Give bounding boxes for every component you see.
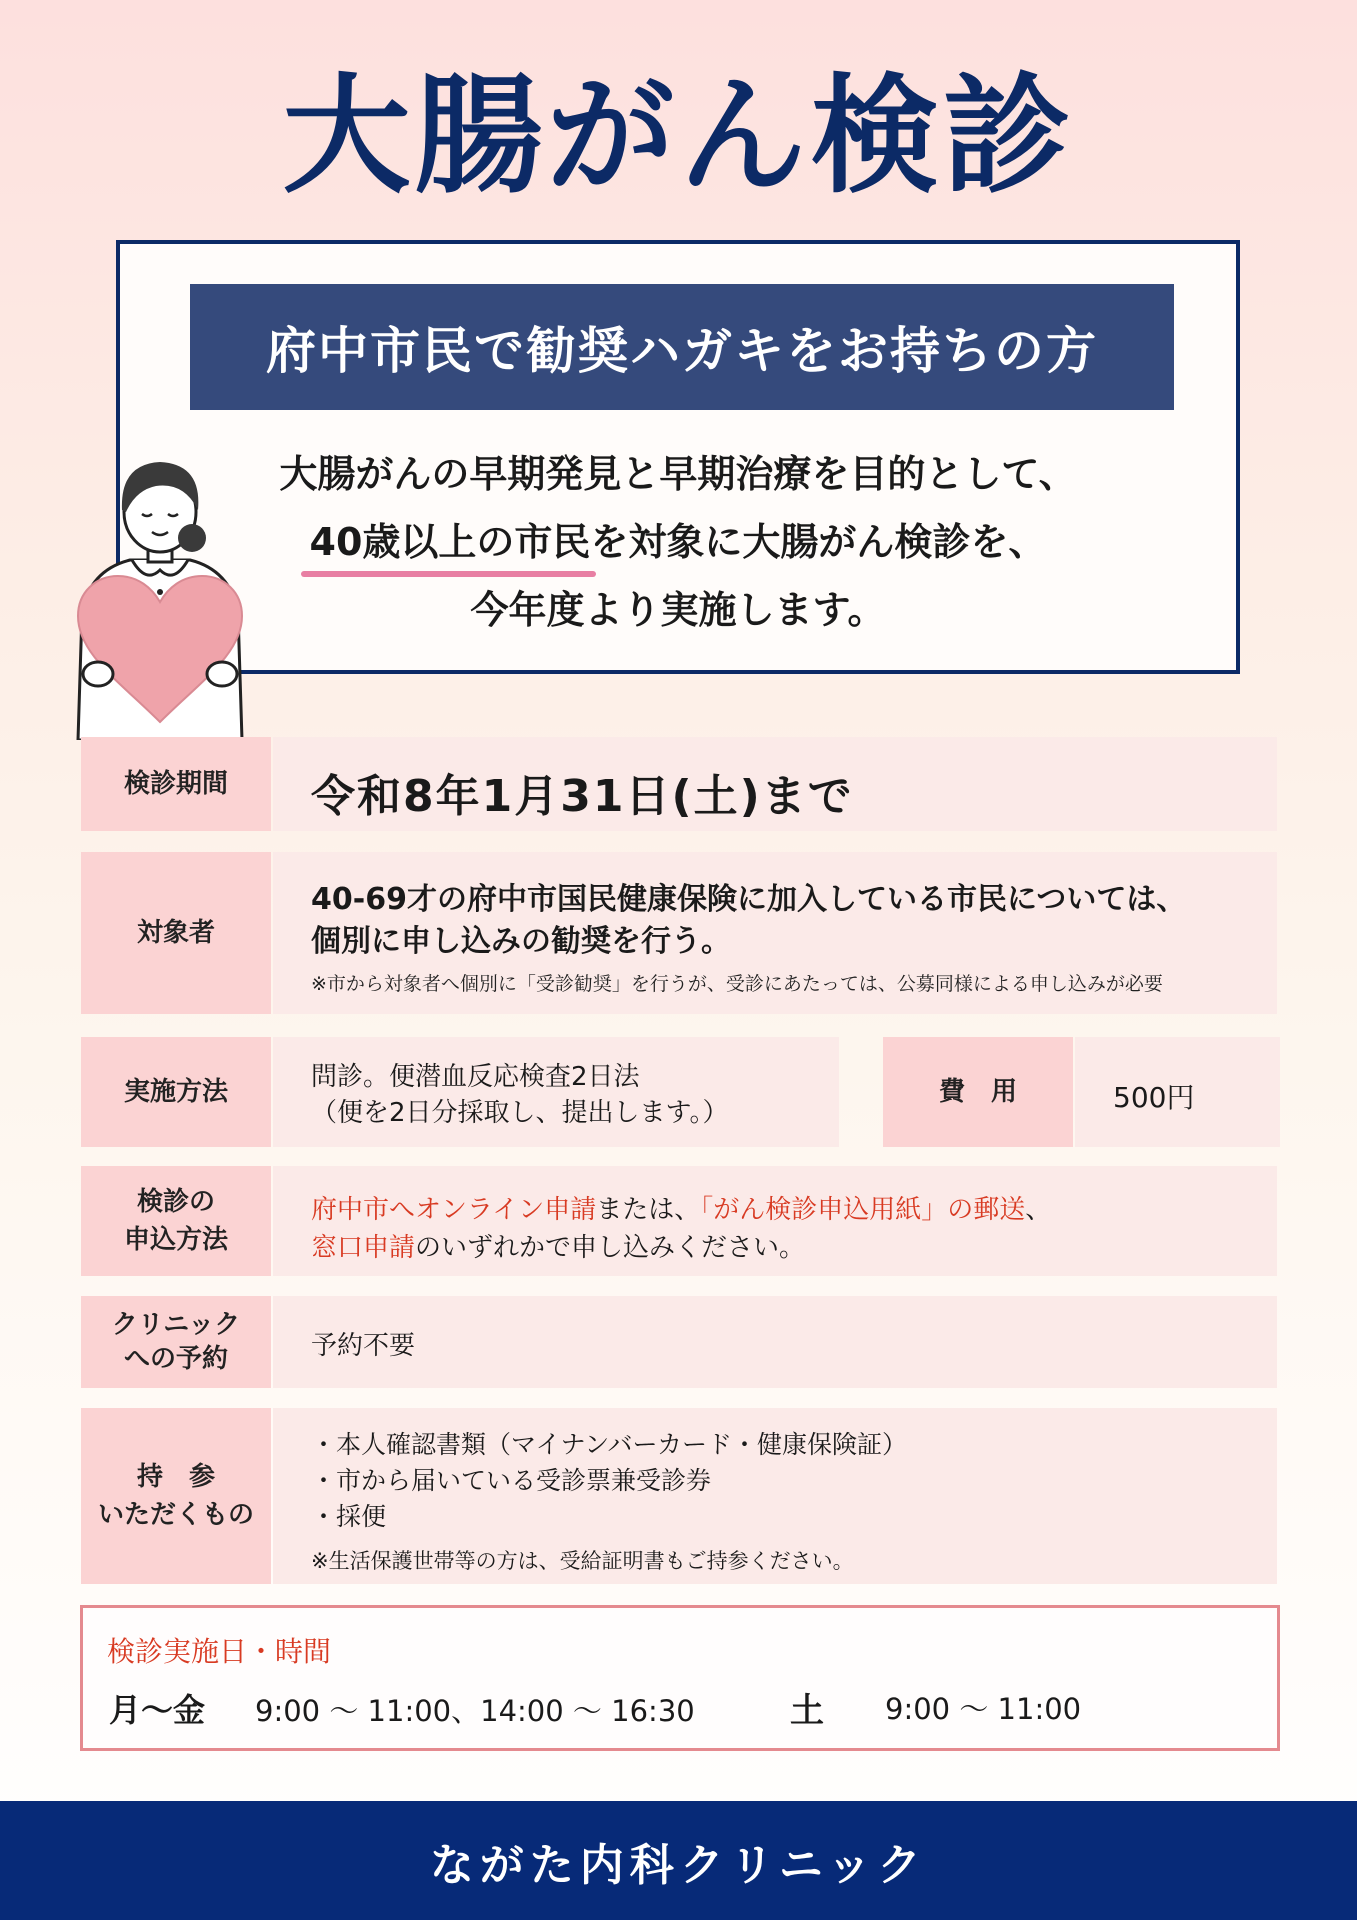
intro-line-2: 40歳以上の市民を対象に大腸がん検診を、 — [309, 520, 1047, 564]
bring-label-line-2: いただくもの — [97, 1500, 254, 1530]
period-label: 検診期間 — [81, 737, 271, 831]
bring-item-3: ・採便 — [311, 1502, 387, 1531]
footer-clinic-name: ながた内科クリニック — [0, 1801, 1357, 1920]
reservation-value: 予約不要 — [311, 1331, 416, 1361]
page-title: 大腸がん検診 — [282, 62, 1075, 211]
bring-label-line-1: 持 参 — [136, 1462, 215, 1492]
apply-label — [81, 1166, 271, 1276]
apply-comma: 、 — [1025, 1195, 1052, 1225]
apply-mail: 「がん検診申込用紙」の郵送 — [700, 1195, 1026, 1225]
period-value: 令和8年1月31日(土)まで — [311, 771, 854, 822]
weekday-label: 月～金 — [109, 1691, 206, 1729]
bring-label — [81, 1408, 271, 1584]
apply-or: または、 — [596, 1195, 701, 1225]
apply-line-1 — [311, 1189, 1051, 1226]
fee-value: 500円 — [1113, 1081, 1195, 1114]
bring-item-2: ・市から届いている受診票兼受診券 — [311, 1466, 712, 1495]
target-note: ※市から対象者へ個別に「受診勧奨」を行うが、受診にあたっては、公募同様による申し込みが必要 — [311, 973, 1163, 995]
apply-label-line-1: 検診の — [136, 1187, 215, 1217]
audience-banner: 府中市民で勧奨ハガキをお持ちの方 — [190, 284, 1174, 410]
reservation-label-line-1: クリニック — [111, 1310, 241, 1340]
target-label: 対象者 — [81, 852, 271, 1014]
method-line-2: （便を2日分採取し、提出します。） — [311, 1098, 729, 1128]
apply-line-2 — [311, 1227, 805, 1264]
saturday-times: 9:00 ～ 11:00 — [885, 1692, 1082, 1726]
bring-note: ※生活保護世帯等の方は、受給証明書もご持参ください。 — [311, 1549, 854, 1573]
bring-item-1: ・本人確認書類（マイナンバーカード・健康保険証） — [311, 1430, 908, 1459]
apply-tail: のいずれかで申し込みください。 — [415, 1233, 806, 1263]
apply-online: 府中市へオンライン申請 — [311, 1195, 597, 1225]
highlight-underline — [301, 571, 596, 577]
target-line-2: 個別に申し込みの勧奨を行う。 — [311, 924, 731, 959]
target-line-1: 40-69才の府中市国民健康保険に加入している市民については、 — [311, 882, 1187, 917]
apply-label-line-2: 申込方法 — [123, 1225, 228, 1255]
schedule-heading: 検診実施日・時間 — [107, 1635, 332, 1668]
reservation-label — [81, 1296, 271, 1388]
reservation-content — [273, 1296, 1277, 1388]
intro-line-3: 今年度より実施します。 — [470, 588, 886, 632]
method-label: 実施方法 — [81, 1037, 271, 1147]
reservation-label-line-2: への予約 — [123, 1344, 228, 1374]
saturday-label: 土 — [790, 1691, 824, 1731]
fee-label: 費 用 — [883, 1037, 1073, 1147]
method-line-1: 問診。便潜血反応検査2日法 — [311, 1062, 640, 1092]
weekday-times: 9:00 ～ 11:00、14:00 ～ 16:30 — [255, 1694, 695, 1728]
intro-line-1: 大腸がんの早期発見と早期治療を目的として、 — [279, 452, 1077, 496]
nurse-holding-heart-illustration — [60, 442, 260, 740]
apply-counter: 窓口申請 — [311, 1233, 416, 1263]
